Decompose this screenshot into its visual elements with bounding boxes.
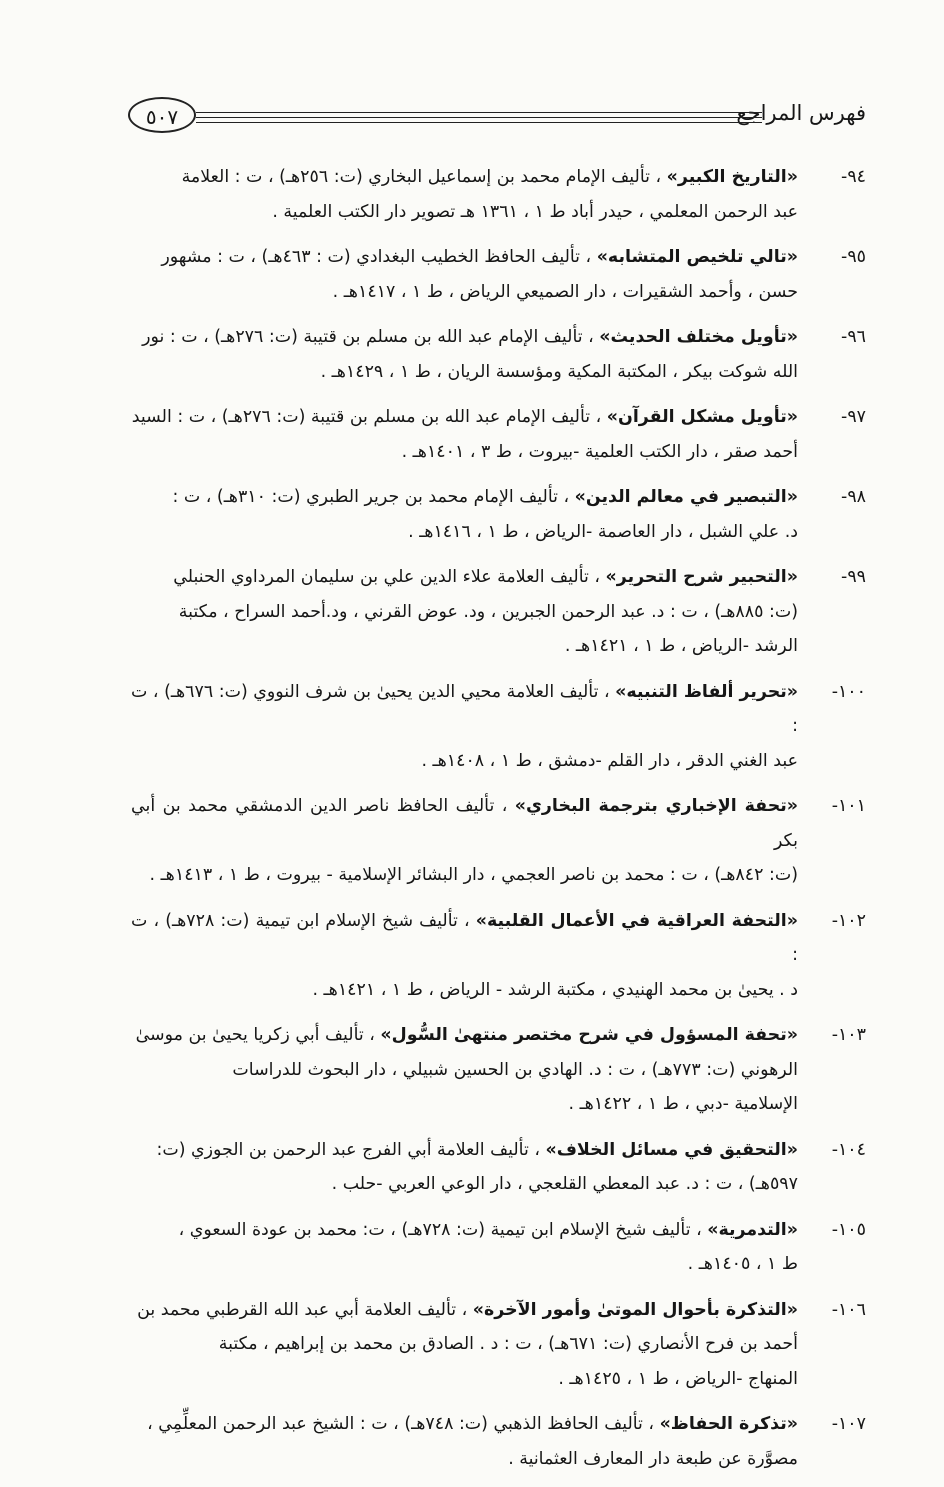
entry-line-text: د. علي الشبل ، دار العاصمة -الرياض ، ط ١ ، ١٤١٦هـ . xyxy=(408,521,798,542)
header-rule xyxy=(196,112,762,113)
header-rule xyxy=(196,117,762,118)
entry-line xyxy=(131,560,798,595)
entry-number: ٩٤- xyxy=(841,167,866,187)
entry-number: ٩٥- xyxy=(841,247,866,267)
reference-entry xyxy=(131,320,866,389)
entry-line-text: عبد الغني الدقر ، دار القلم -دمشق ، ط ١ ، ١٤٠٨هـ . xyxy=(421,750,798,771)
entry-text xyxy=(131,789,798,893)
entry-line xyxy=(131,744,798,779)
entry-line xyxy=(131,1167,798,1202)
reference-entry xyxy=(131,400,866,469)
reference-entry xyxy=(131,1213,866,1282)
entry-text xyxy=(131,240,798,309)
entry-line xyxy=(131,400,798,435)
reference-entry xyxy=(131,1293,866,1397)
entry-text xyxy=(131,1293,798,1397)
entry-line xyxy=(131,629,798,664)
entry-line-text: ، تأليف الحافظ ناصر الدين الدمشقي محمد بن أبي بكر xyxy=(131,796,798,851)
entry-line-text: المنهاج -الرياض ، ط ١ ، ١٤٢٥هـ . xyxy=(558,1368,798,1389)
entry-line xyxy=(131,1018,798,1053)
entry-line xyxy=(131,1087,798,1122)
entry-line-text: الإسلامية -دبي ، ط ١ ، ١٤٢٢هـ . xyxy=(568,1094,798,1114)
reference-entry xyxy=(131,480,866,549)
entry-line-text: مصوَّرة عن طبعة دار المعارف العثمانية . xyxy=(508,1448,798,1469)
entry-text xyxy=(131,1407,798,1476)
entry-line-text: (ت: ٨٨٥هـ) ، ت : د. عبد الرحمن الجبرين ، ود. عوض القرني ، ود.أحمد السراح ، مكتبة xyxy=(178,601,798,622)
entry-text xyxy=(131,904,798,1008)
entry-line-text: ، تأليف العلامة أبي الفرج عبد الرحمن بن الجوزي (ت: xyxy=(156,1139,540,1160)
entry-line-text: ، تأليف الإمام عبد الله بن مسلم بن قتيبة (ت: ٢٧٦هـ) ، ت : السيد xyxy=(131,407,602,427)
entry-line xyxy=(131,1293,798,1328)
entry-text xyxy=(131,480,798,549)
entry-number: ١٠٣- xyxy=(831,1025,866,1045)
entry-line-text: الله شوكت بيكر ، المكتبة المكية ومؤسسة الريان ، ط ١ ، ١٤٢٩هـ . xyxy=(320,361,798,382)
entry-line-text: ، تأليف الإمام محمد بن إسماعيل البخاري (ت: ٢٥٦هـ) ، ت : العلامة xyxy=(181,167,662,187)
reference-entry xyxy=(131,240,866,309)
page-number-badge: ٥٠٧ xyxy=(128,97,196,133)
entry-text xyxy=(131,1213,798,1282)
entry-line xyxy=(131,1213,798,1248)
reference-entry xyxy=(131,1133,866,1202)
entry-line xyxy=(131,675,798,744)
entry-line xyxy=(131,480,798,515)
entry-line-text: ، تأليف أبي زكريا يحيىٰ بن موسىٰ xyxy=(135,1025,375,1045)
entry-line xyxy=(131,1442,798,1477)
entry-title: «تذكرة الحفاظ» xyxy=(659,1414,798,1434)
reference-entry xyxy=(131,560,866,664)
entry-number: ٩٨- xyxy=(841,487,866,507)
entry-text xyxy=(131,160,798,229)
entry-line-text: ٥٩٧هـ) ، ت : د. عبد المعطي القلعجي ، دار الوعي العربي -حلب . xyxy=(331,1174,798,1194)
entry-line xyxy=(131,789,798,858)
entry-line-text: ، تأليف الإمام عبد الله بن مسلم بن قتيبة (ت: ٢٧٦هـ) ، ت : نور xyxy=(142,327,594,347)
entry-line-text: ، تأليف العلامة أبي عبد الله القرطبي محمد بن xyxy=(137,1299,468,1320)
reference-entry xyxy=(131,160,866,229)
entry-line xyxy=(131,320,798,355)
entry-line-text: عبد الرحمن المعلمي ، حيدر أباد ط ١ ، ١٣٦١ هـ تصوير دار الكتب العلمية . xyxy=(272,201,798,222)
entry-number: ١٠٤- xyxy=(831,1139,866,1160)
entry-line-text: الرهوني (ت: ٧٧٣هـ) ، ت : د. الهادي بن الحسين شبيلي ، دار البحوث للدراسات xyxy=(232,1059,798,1080)
entry-number: ١٠٠- xyxy=(831,681,866,702)
entry-title: «التذكرة بأحوال الموتىٰ وأمور الآخرة» xyxy=(472,1299,798,1320)
entry-line xyxy=(131,1362,798,1397)
entry-text xyxy=(131,560,798,664)
entry-text xyxy=(131,675,798,779)
entry-line-text: ، تأليف شيخ الإسلام ابن تيمية (ت: ٧٢٨هـ) ، ت : xyxy=(131,910,798,965)
entry-line xyxy=(131,904,798,973)
entry-title: «تحفة المسؤول في شرح مختصر منتهىٰ السُّول» xyxy=(380,1025,798,1045)
entry-line xyxy=(131,355,798,390)
entry-number: ١٠٢- xyxy=(831,910,866,931)
entry-line-text: د . يحيىٰ بن محمد الهنيدي ، مكتبة الرشد - الرياض ، ط ١ ، ١٤٢١هـ . xyxy=(312,979,798,1000)
entry-title: «تالي تلخيص المتشابه» xyxy=(596,247,798,267)
entry-title: «تأويل مشكل القرآن» xyxy=(606,407,798,427)
reference-entry xyxy=(131,789,866,893)
entry-line-text: أحمد صقر ، دار الكتب العلمية -بيروت ، ط ٣ ، ١٤٠١هـ . xyxy=(401,441,798,462)
entry-line xyxy=(131,195,798,230)
entry-line-text: (ت: ٨٤٢هـ) ، ت : محمد بن ناصر العجمي ، دار البشائر الإسلامية - بيروت ، ط ١ ، ١٤١٣هـ . xyxy=(149,865,798,885)
entry-title: «التبصير في معالم الدين» xyxy=(574,487,798,507)
entry-text xyxy=(131,1133,798,1202)
entry-line xyxy=(131,858,798,893)
entry-text xyxy=(131,400,798,469)
entry-line-text: ط ١ ، ١٤٠٥هـ . xyxy=(687,1254,798,1274)
reference-entry xyxy=(131,904,866,1008)
entry-line xyxy=(131,1407,798,1442)
entry-number: ١٠١- xyxy=(831,796,866,816)
entry-line xyxy=(131,973,798,1008)
entry-number: ١٠٦- xyxy=(831,1299,866,1320)
entry-line xyxy=(131,275,798,310)
entry-line-text: ، تأليف العلامة محيي الدين يحيىٰ بن شرف النووي (ت: ٦٧٦هـ) ، ت : xyxy=(131,681,798,736)
entry-number: ٩٧- xyxy=(841,407,866,427)
entry-number: ٩٦- xyxy=(841,327,866,347)
entry-title: «التحقيق في مسائل الخلاف» xyxy=(545,1139,798,1160)
entry-title: «التحفة العراقية في الأعمال القلبية» xyxy=(475,910,798,931)
entry-line-text: ، تأليف الحافظ الذهبي (ت: ٧٤٨هـ) ، ت : الشيخ عبد الرحمن المعلِّمِي ، xyxy=(147,1414,655,1434)
entry-line xyxy=(131,1247,798,1282)
entry-title: «تأويل مختلف الحديث» xyxy=(599,327,798,347)
entry-line xyxy=(131,435,798,470)
entry-line-text: أحمد بن فرح الأنصاري (ت: ٦٧١هـ) ، ت : د . الصادق بن محمد بن إبراهيم ، مكتبة xyxy=(218,1334,798,1354)
entry-line xyxy=(131,595,798,630)
entry-number: ١٠٧- xyxy=(831,1414,866,1434)
entry-line xyxy=(131,1327,798,1362)
entry-text xyxy=(131,320,798,389)
page-header-title: فهرس المراجع xyxy=(736,101,866,125)
entry-title: «التدمرية» xyxy=(707,1219,798,1240)
reference-entry xyxy=(131,1018,866,1122)
entry-line xyxy=(131,240,798,275)
header-rule xyxy=(196,122,762,123)
entry-title: «التاريخ الكبير» xyxy=(666,167,798,187)
entry-line-text: ، تأليف شيخ الإسلام ابن تيمية (ت: ٧٢٨هـ) ، ت: محمد بن عودة السعوي ، xyxy=(178,1219,702,1240)
entry-line xyxy=(131,1133,798,1168)
entry-number: ٩٩- xyxy=(841,567,866,587)
entry-title: «تحفة الإخباري بترجمة البخاري» xyxy=(514,796,798,816)
entry-line-text: الرشد -الرياض ، ط ١ ، ١٤٢١هـ . xyxy=(564,636,798,656)
entry-title: «تحرير ألفاظ التنبيه» xyxy=(615,681,799,702)
entry-text xyxy=(131,1018,798,1122)
reference-entry xyxy=(131,1407,866,1476)
entry-line-text: حسن ، وأحمد الشقيرات ، دار الصميعي الرياض ، ط ١ ، ١٤١٧هـ . xyxy=(332,281,798,302)
entry-line-text: ، تأليف العلامة علاء الدين علي بن سليمان المرداوي الحنبلي xyxy=(173,567,600,587)
entry-line xyxy=(131,1053,798,1088)
references-list xyxy=(131,160,866,1487)
reference-entry xyxy=(131,675,866,779)
entry-line-text: ، تأليف الإمام محمد بن جرير الطبري (ت: ٣١٠هـ) ، ت : xyxy=(172,487,570,507)
entry-title: «التحبير شرح التحرير» xyxy=(605,567,798,587)
entry-line xyxy=(131,515,798,550)
entry-line-text: ، تأليف الحافظ الخطيب البغدادي (ت : ٤٦٣هـ) ، ت : مشهور xyxy=(161,247,592,267)
entry-line xyxy=(131,160,798,195)
entry-number: ١٠٥- xyxy=(831,1219,866,1240)
